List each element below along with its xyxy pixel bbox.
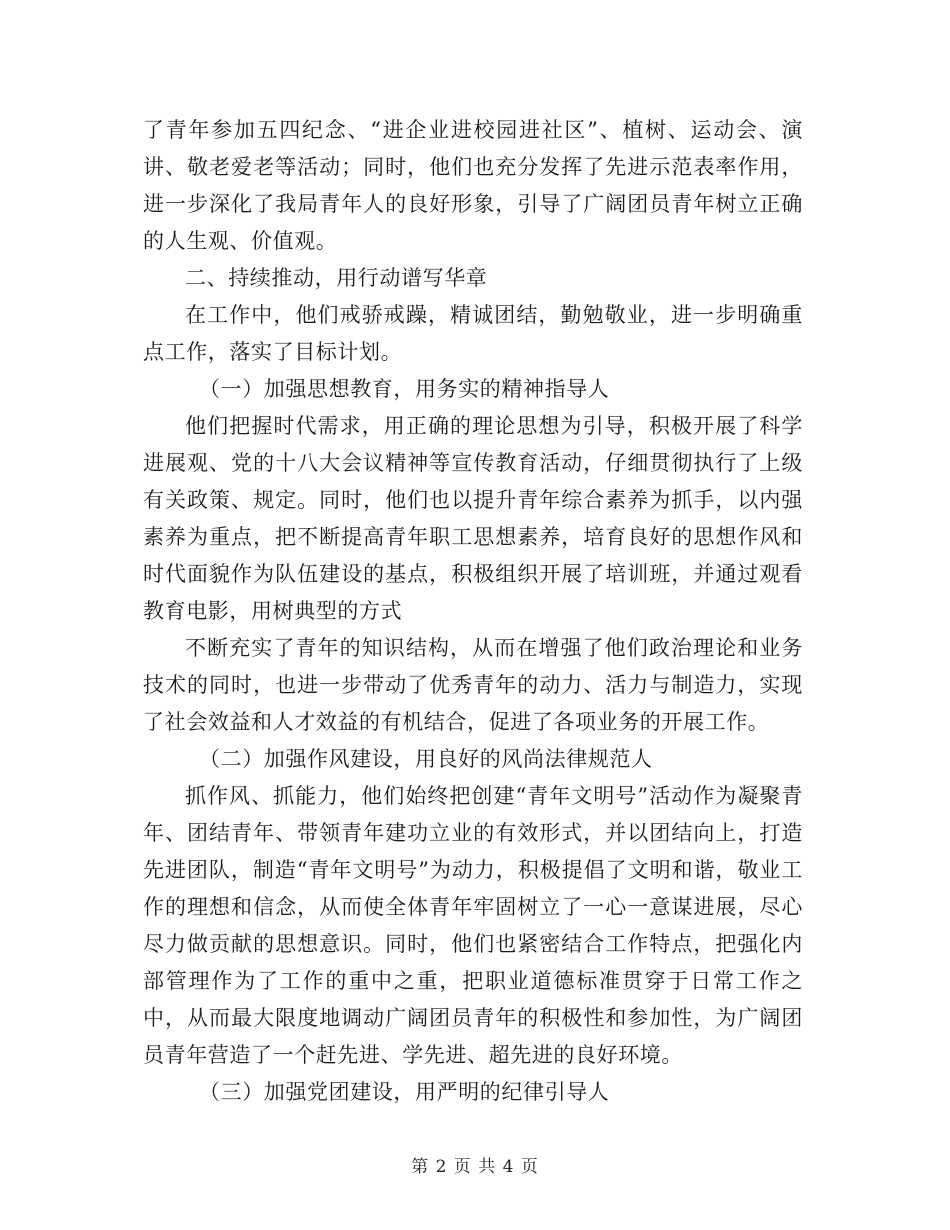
subsection-heading-3: （三）加强党团建设，用严明的纪律引导人 [199, 1080, 610, 1104]
subsection-heading-2: （二）加强作风建设，用良好的风尚法律规范人 [199, 747, 653, 771]
paragraph-continuation: 了青年参加五四纪念、“进企业进校园进社区”、植树、运动会、演讲、敬老爱老等活动；同时，他们也充分发挥了先进示范表率作用，进一步深化了我局青年人的良好形象，引导了广阔团员青年树立正确的人生观、价值观。 [143, 118, 803, 253]
section-heading: 二、持续推动，用行动谱写华章 [185, 266, 488, 290]
document-body [143, 112, 803, 1111]
paragraph: 他们把握时代需求，用正确的理论思想为引导，积极开展了科学进展观、党的十八大会议精神等宣传教育活动，仔细贯彻执行了上级有关政策、规定。同时，他们也以提升青年综合素养为抓手，以内强素养为重点，把不断提高青年职工思想素养，培育良好的思想作风和时代面貌作为队伍建设的基点，积极组织开展了培训班，并通过观看教育电影，用树典型的方式 [143, 414, 803, 623]
paragraph: 抓作风、抓能力，他们始终把创建“青年文明号”活动作为凝聚青年、团结青年、带领青年建功立业的有效形式，并以团结向上，打造先进团队，制造“青年文明号”为动力，积极提倡了文明和谐，敬业工作的理想和信念，从而使全体青年牢固树立了一心一意谋进展，尽心尽力做贡献的思想意识。同时，他们也紧密结合工作特点，把强化内部管理作为了工作的重中之重，把职业道德标准贯穿于日常工作之中，从而最大限度地调动广阔团员青年的积极性和参加性，为广阔团员青年营造了一个赶先进、学先进、超先进的良好环境。 [143, 784, 803, 1067]
subsection-heading-1: （一）加强思想教育，用务实的精神指导人 [199, 377, 610, 401]
paragraph: 不断充实了青年的知识结构，从而在增强了他们政治理论和业务技术的同时，也进一步带动了优秀青年的动力、活力与制造力，实现了社会效益和人才效益的有机结合，促进了各项业务的开展工作。 [143, 636, 803, 734]
paragraph: 在工作中，他们戒骄戒躁，精诚团结，勤勉敬业，进一步明确重点工作，落实了目标计划。 [143, 303, 803, 364]
page-number-footer: 第 2 页 共 4 页 [411, 1157, 539, 1177]
